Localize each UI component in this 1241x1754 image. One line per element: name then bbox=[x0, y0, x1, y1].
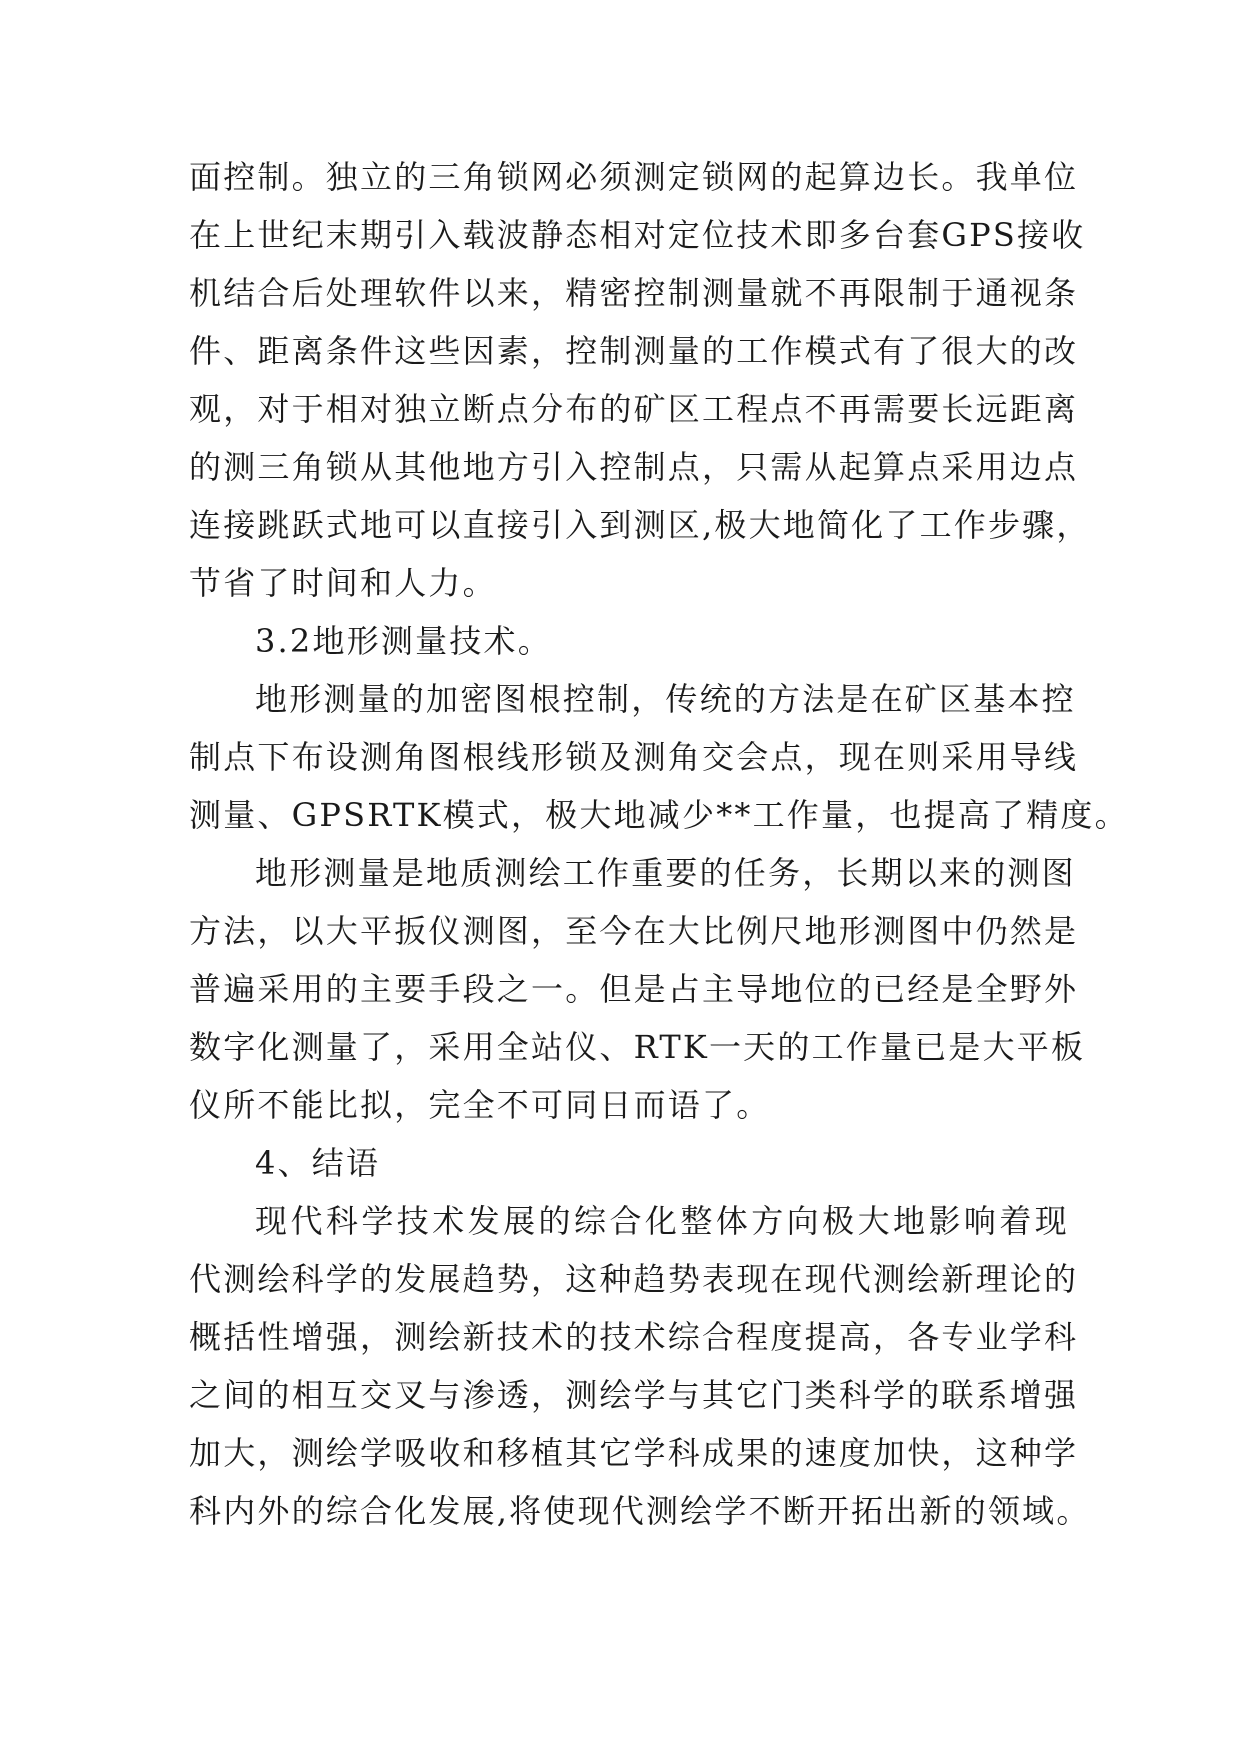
section-heading: 3.2地形测量技术。 bbox=[255, 622, 552, 660]
paragraph-line: 测量、GPSRTK模式，极大地减少**工作量，也提高了精度。 bbox=[189, 796, 1129, 834]
paragraph-line: 观，对于相对独立断点分布的矿区工程点不再需要长远距离 bbox=[189, 390, 1079, 428]
paragraph-line: 仪所不能比拟，完全不可同日而语了。 bbox=[189, 1086, 771, 1124]
paragraph-line: 连接跳跃式地可以直接引入到测区,极大地简化了工作步骤， bbox=[189, 506, 1091, 544]
paragraph-line: 概括性增强，测绘新技术的技术综合程度提高，各专业学科 bbox=[189, 1318, 1079, 1356]
paragraph-line: 地形测量的加密图根控制，传统的方法是在矿区基本控 bbox=[255, 680, 1076, 718]
paragraph-line: 在上世纪末期引入载波静态相对定位技术即多台套GPS接收 bbox=[189, 216, 1086, 254]
paragraph-line: 地形测量是地质测绘工作重要的任务，长期以来的测图 bbox=[255, 854, 1076, 892]
paragraph-line: 现代科学技术发展的综合化整体方向极大地影响着现 bbox=[255, 1202, 1069, 1240]
paragraph-line: 之间的相互交叉与渗透，测绘学与其它门类科学的联系增强 bbox=[189, 1376, 1079, 1414]
paragraph-line: 加大，测绘学吸收和移植其它学科成果的速度加快，这种学 bbox=[189, 1434, 1079, 1472]
paragraph-line: 代测绘科学的发展趋势，这种趋势表现在现代测绘新理论的 bbox=[189, 1260, 1079, 1298]
body-text bbox=[189, 148, 1129, 1540]
paragraph-line: 件、距离条件这些因素，控制测量的工作模式有了很大的改 bbox=[189, 332, 1079, 370]
paragraph-line: 节省了时间和人力。 bbox=[189, 564, 497, 602]
section-heading: 4、结语 bbox=[255, 1144, 381, 1182]
paragraph-line: 的测三角锁从其他地方引入控制点，只需从起算点采用边点 bbox=[189, 448, 1079, 486]
paragraph-line: 普遍采用的主要手段之一。但是占主导地位的已经是全野外 bbox=[189, 970, 1079, 1008]
paragraph-line: 科内外的综合化发展,将使现代测绘学不断开拓出新的领域。 bbox=[189, 1492, 1091, 1530]
paragraph-line: 面控制。独立的三角锁网必须测定锁网的起算边长。我单位 bbox=[189, 158, 1079, 196]
paragraph-line: 机结合后处理软件以来，精密控制测量就不再限制于通视条 bbox=[189, 274, 1079, 312]
paragraph-line: 方法，以大平扳仪测图，至今在大比例尺地形测图中仍然是 bbox=[189, 912, 1079, 950]
paragraph-line: 数字化测量了，采用全站仪、RTK一天的工作量已是大平板 bbox=[189, 1028, 1086, 1066]
paragraph-line: 制点下布设测角图根线形锁及测角交会点，现在则采用导线 bbox=[189, 738, 1079, 776]
